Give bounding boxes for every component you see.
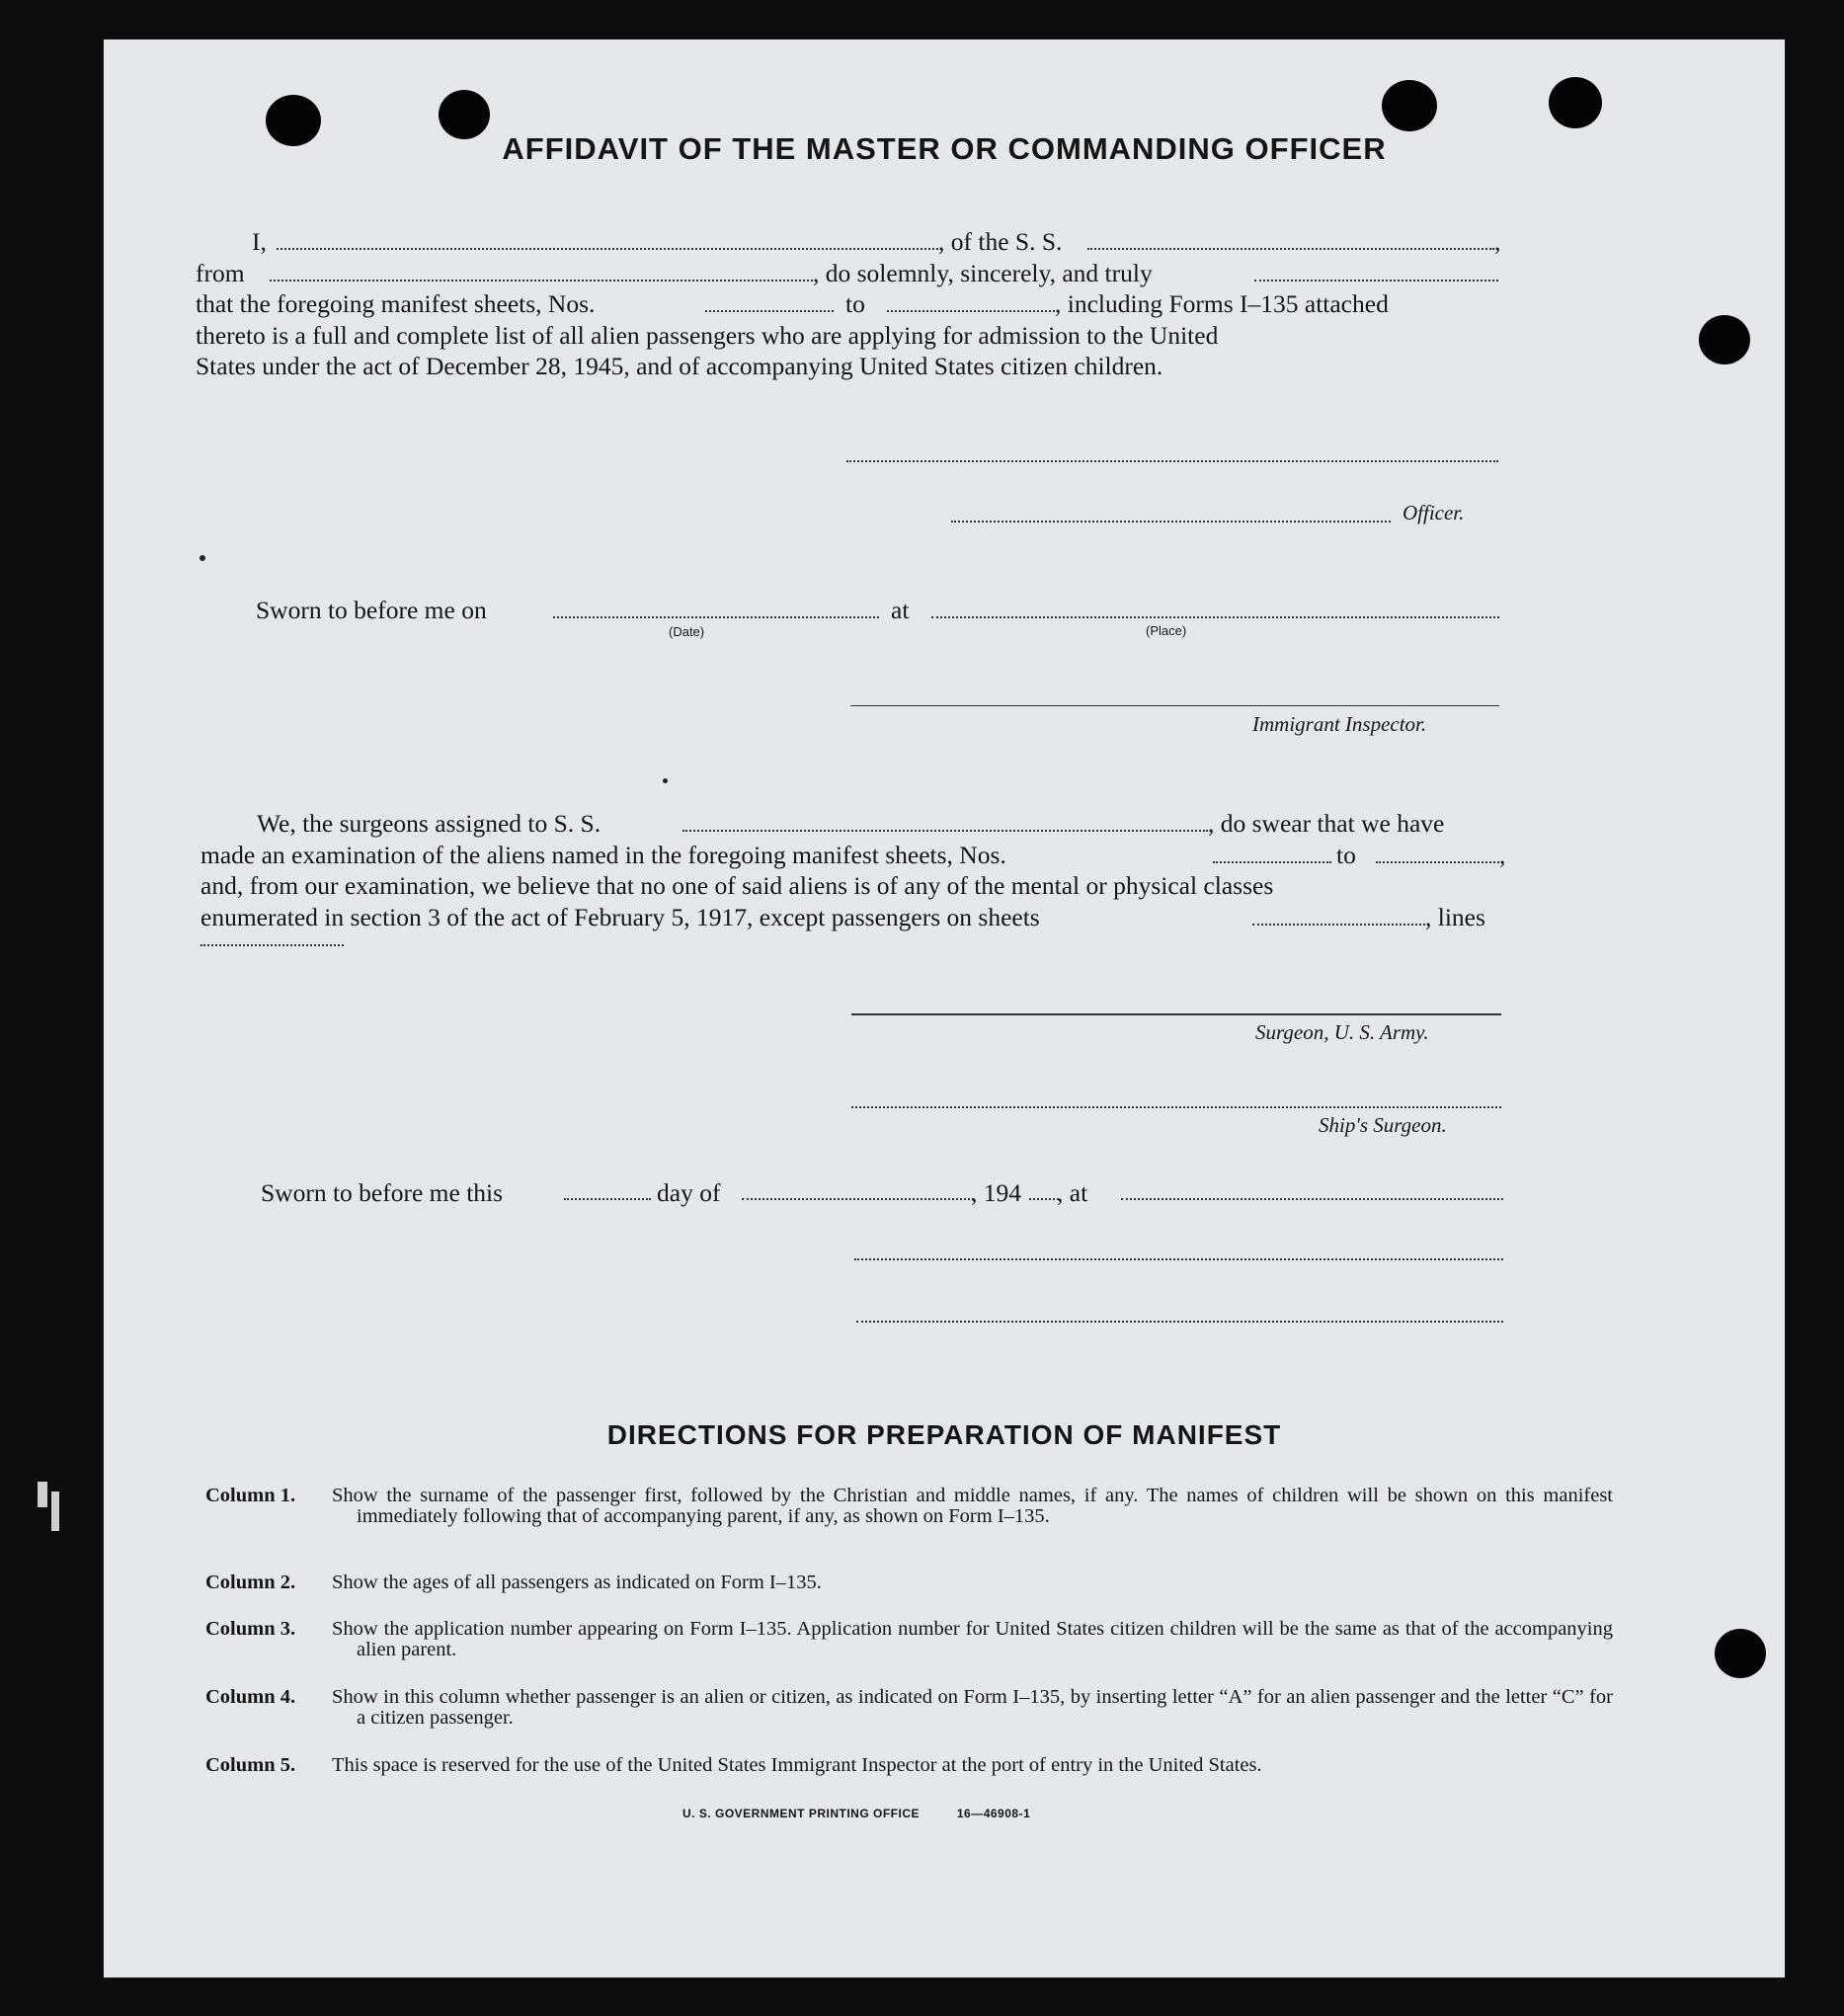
signature-line[interactable] [856,1321,1503,1323]
punch-hole [1699,315,1750,364]
text: States under the act of December 28, 1945, and of accompanying United States citizen children. [196,352,1163,380]
printer-footer [682,1807,1064,1820]
binder-mark [51,1492,59,1531]
printer-name: U. S. GOVERNMENT PRINTING OFFICE [682,1807,921,1820]
affidavit-paragraph [196,226,1602,382]
text: I, [252,227,267,256]
lines-field[interactable] [200,925,344,946]
text: , lines [1425,902,1485,931]
signature-line[interactable] [854,1258,1503,1260]
text: , do solemnly, sincerely, and truly [813,258,1153,287]
text: , do swear that we have [1208,809,1445,838]
binder-mark [38,1482,47,1507]
text: , [1494,227,1501,256]
text: , including Forms I–135 attached [1055,289,1389,318]
column-label: Column 5. [205,1754,296,1776]
text: from [196,258,245,287]
column-label: Column 2. [205,1572,296,1593]
punch-hole [1549,77,1602,128]
sheet-to-field[interactable] [887,290,1055,312]
column-text: Show the surname of the passenger first, followed by the Christian and middle names, if any. The names of children will be shown on this manifest immediately following that of accompanying parent, if any, as shown on Form I–135. [332,1485,1613,1527]
text: Sworn to before me on [256,596,487,624]
place-field[interactable] [931,616,1499,618]
text: , [1499,840,1506,869]
direction-item [205,1486,1613,1527]
column-label: Column 3. [205,1618,296,1640]
date-caption: (Date) [669,624,705,639]
sworn-line-1 [256,595,487,626]
punch-hole [1382,80,1437,131]
month-field[interactable] [742,1198,974,1200]
direction-item [205,1687,1613,1729]
page-title: AFFIDAVIT OF THE MASTER OR COMMANDING OFFICER [502,131,1387,166]
oath-field[interactable] [1254,260,1498,282]
column-label: Column 4. [205,1686,296,1708]
text: thereto is a full and complete list of all alien passengers who are applying for admission to the United [196,320,1219,350]
column-text: This space is reserved for the use of the United States Immigrant Inspector at the port of entry in the United States. [332,1754,1262,1776]
text: to [1336,840,1356,869]
form-code: 16—46908-1 [956,1807,1031,1820]
column-label: Column 1. [205,1485,296,1506]
text: made an examination of the aliens named in the foregoing manifest sheets, Nos. [200,840,1006,869]
inspector-caption: Immigrant Inspector. [1252,712,1427,736]
date-field[interactable] [553,616,879,618]
except-sheets-field[interactable] [1252,904,1425,926]
officer-signature-line-1[interactable] [846,460,1498,462]
punch-hole [1715,1629,1766,1678]
officer-signature-line-2[interactable] [951,521,1391,523]
ship-surgeon-signature-line[interactable] [851,1106,1501,1108]
name-field[interactable] [277,228,938,250]
text: , 194 [971,1178,1021,1207]
army-surgeon-signature-line[interactable] [851,1013,1501,1015]
text: We, the surgeons assigned to S. S. [257,809,601,838]
speck [200,555,205,561]
sheet-from-field[interactable] [705,290,834,312]
year-field[interactable] [1029,1198,1059,1200]
text: that the foregoing manifest sheets, Nos. [196,289,596,318]
surgeon-sheet-from-field[interactable] [1213,842,1331,863]
day-field[interactable] [564,1198,651,1200]
ship-name-field[interactable] [1087,228,1494,250]
ship-surgeon-caption: Ship's Surgeon. [1319,1113,1447,1137]
inspector-signature-line[interactable] [850,705,1499,706]
from-field[interactable] [270,260,813,282]
text: Sworn to before me this [261,1178,504,1207]
text: enumerated in section 3 of the act of February 5, 1917, except passengers on sheets [200,902,1040,931]
text: , at [1057,1178,1088,1207]
column-text: Show the application number appearing on Form I–135. Application number for United States citizen children will be the same as that of the accompanying alien parent. [332,1618,1613,1660]
officer-caption: Officer. [1403,501,1465,524]
document-page [104,40,1785,1977]
text: to [845,289,865,318]
place-field-2[interactable] [1121,1198,1503,1200]
direction-item [205,1755,1613,1776]
direction-item [205,1572,1613,1593]
army-surgeon-caption: Surgeon, U. S. Army. [1255,1020,1429,1044]
text: and, from our examination, we believe that no one of said aliens is of any of the mental or physical classes [200,871,1274,900]
text: , of the S. S. [938,227,1063,256]
surgeon-ship-field[interactable] [682,810,1208,832]
directions-title: DIRECTIONS FOR PREPARATION OF MANIFEST [606,1419,1282,1450]
text: day of [657,1178,721,1207]
text: at [891,596,910,624]
direction-item [205,1619,1613,1660]
surgeon-sheet-to-field[interactable] [1376,842,1499,863]
surgeons-paragraph [200,808,1607,964]
column-text: Show the ages of all passengers as indicated on Form I–135. [332,1572,822,1593]
place-caption: (Place) [1146,623,1187,638]
speck [663,778,668,783]
column-text: Show in this column whether passenger is an alien or citizen, as indicated on Form I–135, by inserting letter “A” for an alien passenger and the letter “C” for a citizen passenger. [332,1686,1613,1729]
